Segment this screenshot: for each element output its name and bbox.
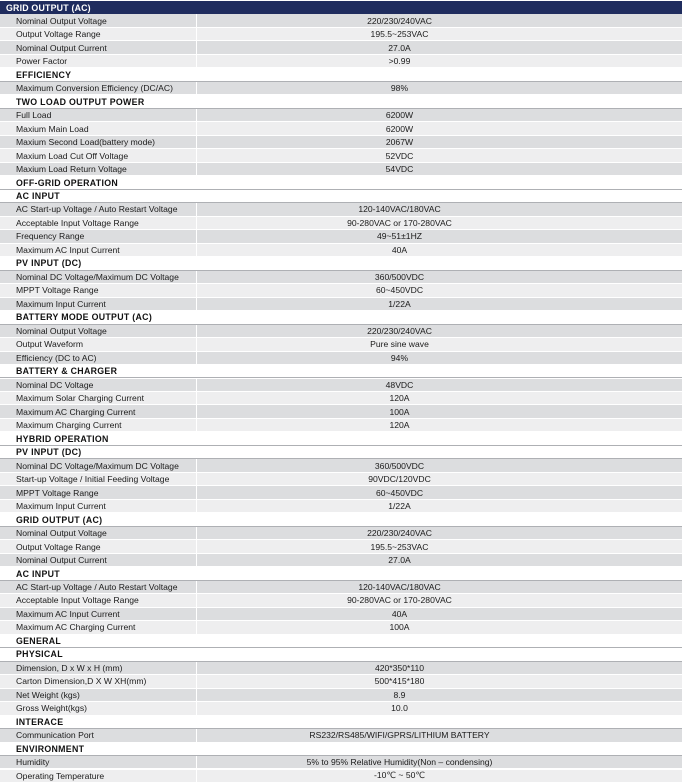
spec-row-maxium-main-load xyxy=(0,122,682,135)
spec-value: 52VDC xyxy=(196,149,682,161)
spec-label: Net Weight (kgs) xyxy=(16,689,80,700)
section-title: EFFICIENCY xyxy=(16,69,72,80)
section-header-ac-input xyxy=(0,190,682,203)
spec-label: Nominal Output Current xyxy=(16,42,107,53)
spec-label: Maximum Input Current xyxy=(16,298,106,309)
spec-row-maximum-ac-input-current xyxy=(0,244,682,257)
section-title: BATTERY MODE OUTPUT (AC) xyxy=(16,312,153,323)
spec-value: 120-140VAC/180VAC xyxy=(196,203,682,215)
spec-label: Maximum AC Charging Current xyxy=(16,622,136,633)
spec-row-nominal-output-voltage xyxy=(0,14,682,27)
spec-row-ac-start-up-voltage-auto-restart-voltage xyxy=(0,203,682,216)
section-title: ENVIRONMENT xyxy=(16,743,85,754)
spec-value: 220/230/240VAC xyxy=(196,527,682,539)
spec-value: 500*415*180 xyxy=(196,675,682,687)
section-title: INTERACE xyxy=(16,716,64,727)
spec-row-output-waveform xyxy=(0,338,682,351)
spec-label: Maxium Second Load(battery mode) xyxy=(16,137,156,148)
spec-row-net-weight-kgs xyxy=(0,689,682,702)
spec-value: 60~450VDC xyxy=(196,284,682,296)
spec-row-maximum-conversion-efficiency-dc-ac xyxy=(0,82,682,95)
spec-row-frequency-range xyxy=(0,230,682,243)
spec-row-ac-start-up-voltage-auto-restart-voltage xyxy=(0,581,682,594)
spec-label: Nominal Output Voltage xyxy=(16,528,107,539)
section-header-two-load-output-power xyxy=(0,95,682,108)
spec-value: 40A xyxy=(196,244,682,256)
spec-value: Pure sine wave xyxy=(196,338,682,350)
spec-value: 40A xyxy=(196,608,682,620)
spec-label: Maximum Input Current xyxy=(16,501,106,512)
spec-label: Full Load xyxy=(16,110,52,121)
section-header-off-grid-operation xyxy=(0,176,682,189)
spec-value: 54VDC xyxy=(196,163,682,175)
spec-value: -10℃ ~ 50℃ xyxy=(196,770,682,782)
spec-row-humidity xyxy=(0,756,682,769)
spec-row-full-load xyxy=(0,109,682,122)
spec-row-maximum-ac-input-current xyxy=(0,608,682,621)
spec-label: Acceptable Input Voltage Range xyxy=(16,595,139,606)
spec-row-output-voltage-range xyxy=(0,28,682,41)
section-title: GENERAL xyxy=(16,635,62,646)
section-header-pv-input-dc xyxy=(0,446,682,459)
spec-label: Maximum Charging Current xyxy=(16,420,122,431)
spec-value: 5% to 95% Relative Humidity(Non – condensing) xyxy=(196,756,682,768)
spec-value: 195.5~253VAC xyxy=(196,28,682,40)
section-title: BATTERY & CHARGER xyxy=(16,366,118,377)
spec-label: Nominal Output Voltage xyxy=(16,325,107,336)
section-title: OFF-GRID OPERATION xyxy=(16,177,118,188)
spec-label: Maximum AC Input Current xyxy=(16,244,120,255)
spec-label: Gross Weight(kgs) xyxy=(16,703,87,714)
spec-row-communication-port xyxy=(0,729,682,742)
section-header-physical xyxy=(0,648,682,661)
spec-value: 1/22A xyxy=(196,500,682,512)
section-header-environment xyxy=(0,743,682,756)
spec-row-dimension-d-x-w-x-h-mm xyxy=(0,662,682,675)
section-header-battery-mode-output-ac xyxy=(0,311,682,324)
section-header-ac-input xyxy=(0,567,682,580)
spec-value: 60~450VDC xyxy=(196,486,682,498)
section-title: AC INPUT xyxy=(16,568,60,579)
spec-value: 220/230/240VAC xyxy=(196,14,682,26)
spec-label: Output Voltage Range xyxy=(16,541,101,552)
spec-value: 48VDC xyxy=(196,379,682,391)
spec-row-maximum-input-current xyxy=(0,500,682,513)
section-header-grid-output-ac xyxy=(0,1,682,14)
spec-label: Output Voltage Range xyxy=(16,29,101,40)
spec-row-mppt-voltage-range xyxy=(0,486,682,499)
section-title: TWO LOAD OUTPUT POWER xyxy=(16,96,145,107)
spec-label: Power Factor xyxy=(16,56,68,67)
spec-row-efficiency-dc-to-ac xyxy=(0,352,682,365)
spec-label: Maximum AC Charging Current xyxy=(16,406,136,417)
spec-row-maximum-ac-charging-current xyxy=(0,621,682,634)
spec-row-nominal-dc-voltage-maximum-dc-voltage xyxy=(0,459,682,472)
spec-row-nominal-output-current xyxy=(0,554,682,567)
spec-value: 10.0 xyxy=(196,702,682,714)
section-title: AC INPUT xyxy=(16,190,60,201)
spec-row-maxium-second-load-battery-mode xyxy=(0,136,682,149)
spec-value: 1/22A xyxy=(196,298,682,310)
spec-value: 90VDC/120VDC xyxy=(196,473,682,485)
spec-label: Carton Dimension,D X W XH(mm) xyxy=(16,676,147,687)
spec-row-operating-temperature xyxy=(0,770,682,783)
spec-label: Maximum AC Input Current xyxy=(16,608,120,619)
section-header-pv-input-dc xyxy=(0,257,682,270)
spec-value: 94% xyxy=(196,352,682,364)
section-title: PV INPUT (DC) xyxy=(16,447,82,458)
spec-row-power-factor xyxy=(0,55,682,68)
spec-value: 90-280VAC or 170-280VAC xyxy=(196,217,682,229)
spec-row-mppt-voltage-range xyxy=(0,284,682,297)
spec-value: 420*350*110 xyxy=(196,662,682,674)
spec-row-nominal-dc-voltage-maximum-dc-voltage xyxy=(0,271,682,284)
spec-row-maximum-solar-charging-current xyxy=(0,392,682,405)
section-title: PHYSICAL xyxy=(16,649,63,660)
spec-label: Output Waveform xyxy=(16,339,84,350)
spec-label: Operating Temperature xyxy=(16,770,105,781)
spec-label: Maxium Load Cut Off Voltage xyxy=(16,150,129,161)
spec-row-nominal-dc-voltage xyxy=(0,379,682,392)
spec-row-nominal-output-current xyxy=(0,41,682,54)
spec-label: Acceptable Input Voltage Range xyxy=(16,217,139,228)
spec-label: Frequency Range xyxy=(16,231,85,242)
spec-label: MPPT Voltage Range xyxy=(16,487,99,498)
spec-row-output-voltage-range xyxy=(0,540,682,553)
spec-row-maximum-input-current xyxy=(0,298,682,311)
spec-value: 120A xyxy=(196,419,682,431)
spec-value: >0.99 xyxy=(196,55,682,67)
spec-label: Dimension, D x W x H (mm) xyxy=(16,662,123,673)
spec-label: Maximum Conversion Efficiency (DC/AC) xyxy=(16,83,173,94)
spec-row-maximum-charging-current xyxy=(0,419,682,432)
spec-label: Nominal Output Current xyxy=(16,555,107,566)
spec-label: Maxium Load Return Voltage xyxy=(16,164,127,175)
spec-label: Maxium Main Load xyxy=(16,123,89,134)
spec-label: Efficiency (DC to AC) xyxy=(16,352,97,363)
spec-row-maxium-load-return-voltage xyxy=(0,163,682,176)
spec-value: 27.0A xyxy=(196,41,682,53)
spec-row-acceptable-input-voltage-range xyxy=(0,217,682,230)
spec-value: 360/500VDC xyxy=(196,459,682,471)
spec-value: 100A xyxy=(196,405,682,417)
spec-value: 100A xyxy=(196,621,682,633)
spec-value: 6200W xyxy=(196,109,682,121)
spec-value: 6200W xyxy=(196,122,682,134)
spec-row-gross-weight-kgs xyxy=(0,702,682,715)
spec-value: 8.9 xyxy=(196,689,682,701)
spec-value: 120A xyxy=(196,392,682,404)
spec-value: 360/500VDC xyxy=(196,271,682,283)
spec-row-maxium-load-cut-off-voltage xyxy=(0,149,682,162)
spec-value: 49~51±1HZ xyxy=(196,230,682,242)
spec-label: AC Start-up Voltage / Auto Restart Voltage xyxy=(16,581,178,592)
spec-value: 120-140VAC/180VAC xyxy=(196,581,682,593)
spec-label: Nominal DC Voltage/Maximum DC Voltage xyxy=(16,460,179,471)
section-header-battery-charger xyxy=(0,365,682,378)
spec-label: MPPT Voltage Range xyxy=(16,285,99,296)
section-title: PV INPUT (DC) xyxy=(16,258,82,269)
spec-label: Humidity xyxy=(16,757,50,768)
spec-label: Nominal Output Voltage xyxy=(16,15,107,26)
spec-row-nominal-output-voltage xyxy=(0,527,682,540)
spec-label: Nominal DC Voltage xyxy=(16,379,94,390)
section-title: GRID OUTPUT (AC) xyxy=(6,2,91,13)
section-header-general xyxy=(0,635,682,648)
section-title: GRID OUTPUT (AC) xyxy=(16,514,103,525)
spec-label: Nominal DC Voltage/Maximum DC Voltage xyxy=(16,271,179,282)
spec-row-acceptable-input-voltage-range xyxy=(0,594,682,607)
spec-value: 220/230/240VAC xyxy=(196,325,682,337)
section-header-efficiency xyxy=(0,68,682,81)
spec-row-start-up-voltage-initial-feeding-voltage xyxy=(0,473,682,486)
spec-value: 98% xyxy=(196,82,682,94)
spec-label: Start-up Voltage / Initial Feeding Voltage xyxy=(16,474,170,485)
section-header-hybrid-operation xyxy=(0,432,682,445)
spec-value: 2067W xyxy=(196,136,682,148)
spec-value: 90-280VAC or 170-280VAC xyxy=(196,594,682,606)
spec-value: 27.0A xyxy=(196,554,682,566)
section-title: HYBRID OPERATION xyxy=(16,433,109,444)
spec-row-carton-dimension-d-x-w-xh-mm xyxy=(0,675,682,688)
spec-label: Communication Port xyxy=(16,730,94,741)
spec-row-nominal-output-voltage xyxy=(0,325,682,338)
spec-value: RS232/RS485/WIFI/GPRS/LITHIUM BATTERY xyxy=(196,729,682,741)
spec-label: AC Start-up Voltage / Auto Restart Voltage xyxy=(16,204,178,215)
section-header-interace xyxy=(0,716,682,729)
section-header-grid-output-ac xyxy=(0,513,682,526)
spec-label: Maximum Solar Charging Current xyxy=(16,393,144,404)
spec-row-maximum-ac-charging-current xyxy=(0,405,682,418)
spec-value: 195.5~253VAC xyxy=(196,540,682,552)
